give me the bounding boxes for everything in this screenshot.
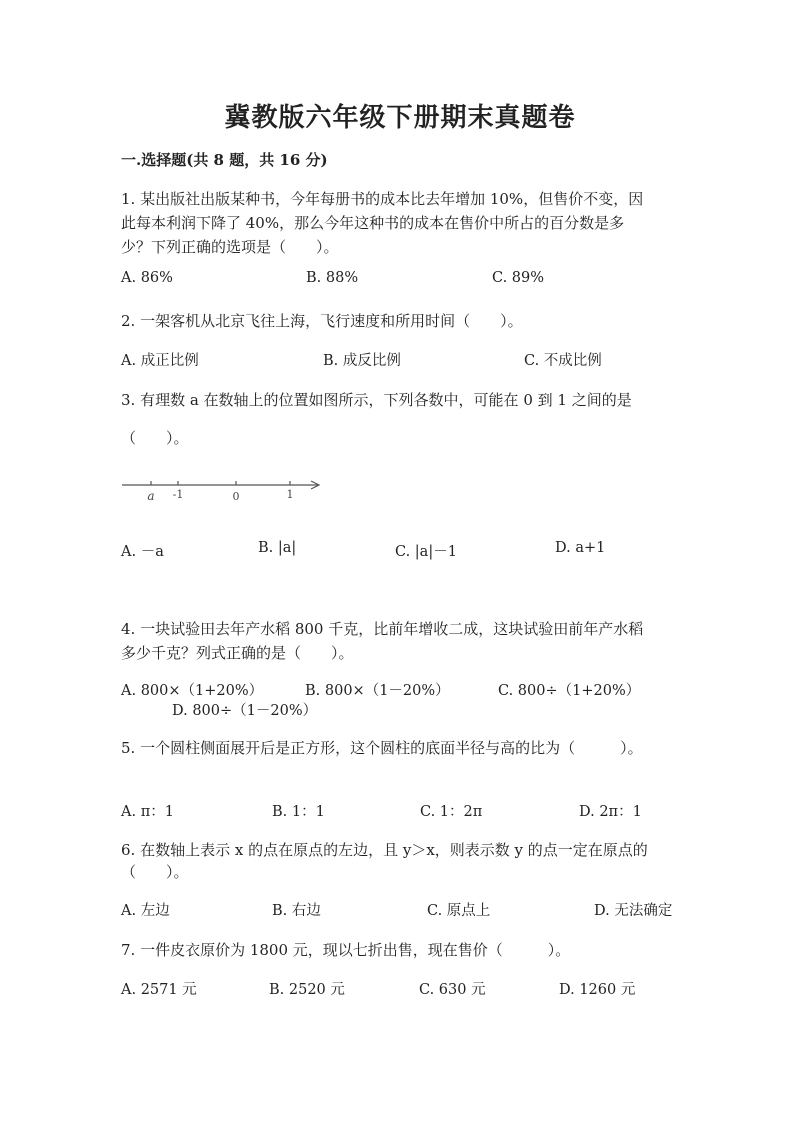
number-line-figure [120,476,330,504]
question-6-option-c: C. 原点上 [427,903,491,919]
question-3-option-d: D. a+1 [555,540,606,556]
question-2-line-1: 2. 一架客机从北京飞往上海，飞行速度和所用时间（ ）。 [121,312,523,330]
number-line-label-minus-1: -1 [172,488,184,501]
question-1-line-1: 1. 某出版社出版某种书，今年每册书的成本比去年增加 10%，但售价不变，因 [121,190,644,208]
question-2-option-a: A. 成正比例 [121,353,199,369]
number-line-label-a: a [147,489,155,503]
question-3-option-c: C. |a|－1 [395,544,457,560]
question-1-line-2: 此每本利润下降了 40%，那么今年这种书的成本在售价中所占的百分数是多 [121,214,625,232]
question-4-option-c: C. 800÷（1+20%） [498,683,641,699]
question-2-option-b: B. 成反比例 [323,353,401,369]
question-4-option-b: B. 800×（1－20%） [305,683,450,699]
question-5-line-1: 5. 一个圆柱侧面展开后是正方形，这个圆柱的底面半径与高的比为（ ）。 [121,739,643,757]
question-7-option-a: A. 2571 元 [121,982,197,998]
question-6-line-1: 6. 在数轴上表示 x 的点在原点的左边，且 y＞x，则表示数 y 的点一定在原点的 [121,841,648,859]
question-1-option-a: A. 86% [121,270,173,286]
question-7-line-1: 7. 一件皮衣原价为 1800 元，现以七折出售，现在售价（ ）。 [121,941,571,959]
question-3-line-1: 3. 有理数 a 在数轴上的位置如图所示，下列各数中，可能在 0 到 1 之间的是 [121,391,632,409]
number-line-label-0: 0 [232,490,240,503]
question-3-option-a: A. －a [121,544,164,560]
question-7-option-d: D. 1260 元 [559,982,636,998]
question-4-option-a: A. 800×（1+20%） [121,683,264,699]
question-4-option-d: D. 800÷（1－20%） [172,703,318,719]
question-3-option-b: B. |a| [258,540,297,556]
page-title: 冀教版六年级下册期末真题卷 [224,103,576,133]
question-6-option-a: A. 左边 [121,903,170,919]
question-7-option-b: B. 2520 元 [269,982,345,998]
question-2-option-c: C. 不成比例 [524,353,602,369]
section-heading: 一.选择题(共 8 题，共 16 分) [121,151,328,169]
question-6-option-b: B. 右边 [272,903,321,919]
question-1-option-c: C. 89% [492,270,545,286]
question-1-line-3: 少？下列正确的选项是（ ）。 [121,238,339,256]
question-5-option-b: B. 1：1 [272,804,325,820]
question-4-line-1: 4. 一块试验田去年产水稻 800 千克，比前年增收二成，这块试验田前年产水稻 [121,620,644,638]
question-6-option-d: D. 无法确定 [594,903,673,919]
question-4-line-2: 多少千克？列式正确的是（ ）。 [121,644,354,662]
question-1-option-b: B. 88% [306,270,359,286]
question-5-option-a: A. π：1 [121,804,174,820]
question-6-line-2: （ ）。 [121,863,189,881]
question-5-option-c: C. 1：2π [420,804,483,820]
number-line-label-1: 1 [286,488,294,501]
question-3-line-2: （ ）。 [121,429,189,447]
question-5-option-d: D. 2π：1 [579,804,642,820]
question-7-option-c: C. 630 元 [419,982,486,998]
